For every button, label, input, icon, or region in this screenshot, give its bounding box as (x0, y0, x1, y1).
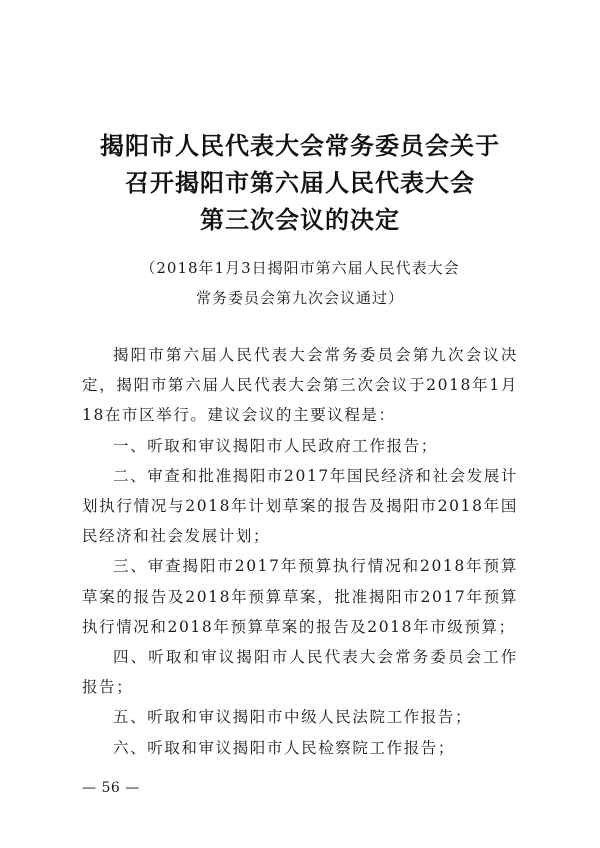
page-number: — 56 — (82, 780, 140, 796)
title-line: 召开揭阳市第六届人民代表大会 (125, 169, 475, 197)
document-body (82, 340, 518, 763)
agenda-item-1: 一、听取和审议揭阳市人民政府工作报告； (113, 436, 438, 455)
agenda-item-2: 二、审查和批准揭阳市2017年国民经济和社会发展计划执行情况与2018年计划草案的报告及揭阳市2018年国民经济和社会发展计划； (82, 466, 518, 546)
subtitle-line: （2018年1月3日揭阳市第六届人民代表大会 (140, 259, 460, 277)
agenda-item-5: 五、听取和审议揭阳市中级人民法院工作报告； (113, 708, 473, 727)
subtitle-line: 常务委员会第九次会议通过） (195, 289, 404, 307)
body-paragraph-intro: 揭阳市第六届人民代表大会常务委员会第九次会议决定，揭阳市第六届人民代表大会第三次会议于2018年1月18在市区举行。建议会议的主要议程是： (82, 346, 518, 425)
document-title (40, 128, 560, 239)
agenda-item-3: 三、审查揭阳市2017年预算执行情况和2018年预算草案的报告及2018年预算草案，批准揭阳市2017年预算执行情况和2018年预算草案的报告及2018年市级预算； (82, 557, 518, 636)
title-line: 第三次会议的决定 (200, 206, 400, 234)
agenda-item-4: 四、听取和审议揭阳市人民代表大会常务委员会工作报告； (82, 648, 518, 697)
document-subtitle (40, 253, 560, 313)
agenda-item-6: 六、听取和审议揭阳市人民检察院工作报告； (113, 738, 456, 757)
title-line: 揭阳市人民代表大会常务委员会关于 (100, 132, 500, 160)
